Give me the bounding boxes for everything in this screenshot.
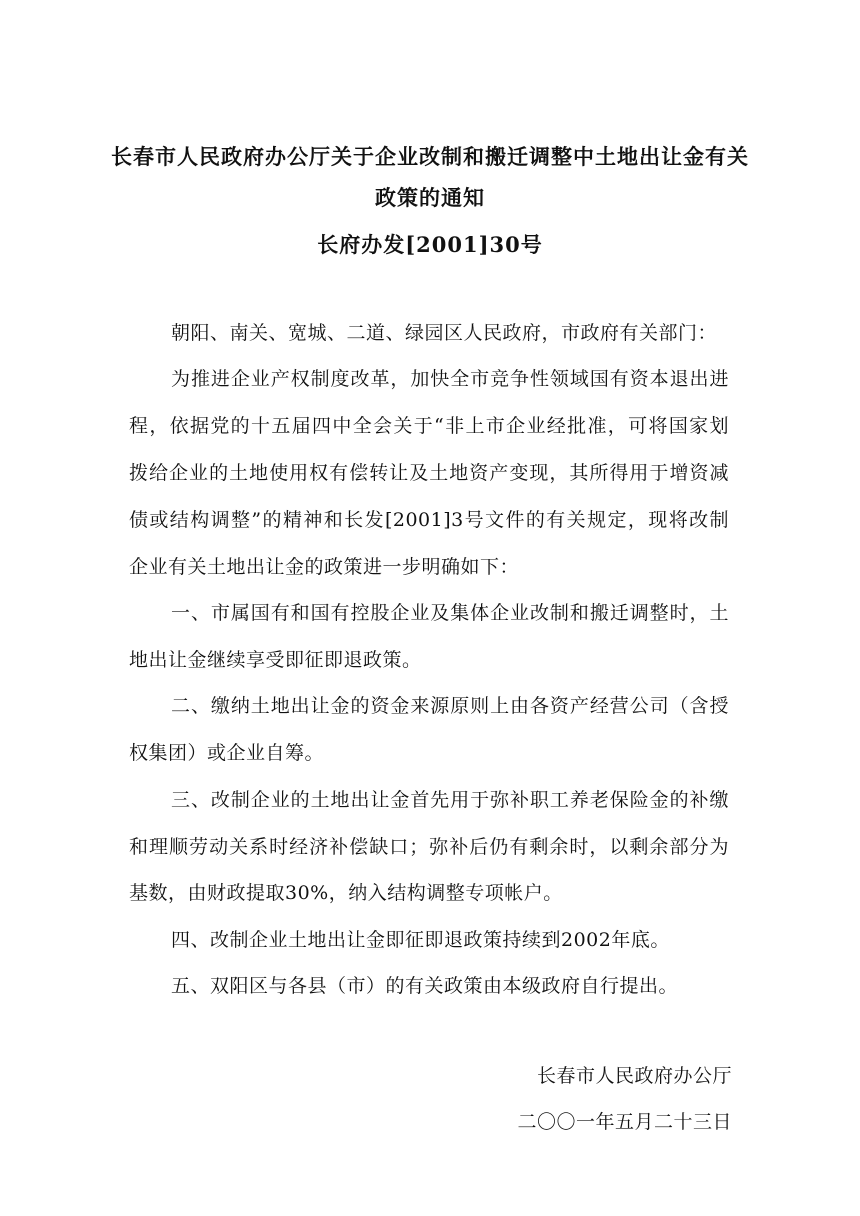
addressee: 朝阳、南关、宽城、二道、绿园区人民政府，市政府有关部门： xyxy=(171,322,718,344)
intro-line: 企业有关土地出让金的政策进一步明确如下： xyxy=(129,556,520,578)
item-3-line: 和理顺劳动关系时经济补偿缺口；弥补后仍有剩余时，以剩余部分为 xyxy=(129,836,729,858)
document-title-line-2: 政策的通知 xyxy=(375,185,485,210)
intro-line: 拨给企业的土地使用权有偿转让及土地资产变现，其所得用于增资减 xyxy=(129,462,729,484)
item-1-line: 一、市属国有和国有控股企业及集体企业改制和搬迁调整时，土 xyxy=(171,602,729,624)
signature-date: 二〇〇一年五月二十三日 xyxy=(517,1111,732,1133)
item-4: 四、改制企业土地出让金即征即退政策持续到2002年底。 xyxy=(171,929,670,951)
document-title-line-1: 长春市人民政府办公厅关于企业改制和搬迁调整中土地出让金有关 xyxy=(111,144,749,169)
document-number: 长府办发[2001]30号 xyxy=(317,232,543,257)
signature-organization: 长春市人民政府办公厅 xyxy=(536,1065,732,1087)
intro-line: 为推进企业产权制度改革，加快全市竞争性领域国有资本退出进 xyxy=(171,368,729,390)
intro-line: 债或结构调整”的精神和长发[2001]3号文件的有关规定，现将改制 xyxy=(129,509,729,531)
item-3-line: 基数，由财政提取30%，纳入结构调整专项帐户。 xyxy=(129,882,563,904)
item-1-line: 地出让金继续享受即征即退政策。 xyxy=(129,649,422,671)
item-5: 五、双阳区与各县（市）的有关政策由本级政府自行提出。 xyxy=(171,975,679,997)
item-2-line: 权集团）或企业自筹。 xyxy=(129,742,325,764)
item-2-line: 二、缴纳土地出让金的资金来源原则上由各资产经营公司（含授 xyxy=(171,695,729,717)
intro-line: 程，依据党的十五届四中全会关于“非上市企业经批准，可将国家划 xyxy=(129,415,729,437)
item-3-line: 三、改制企业的土地出让金首先用于弥补职工养老保险金的补缴 xyxy=(171,789,729,811)
